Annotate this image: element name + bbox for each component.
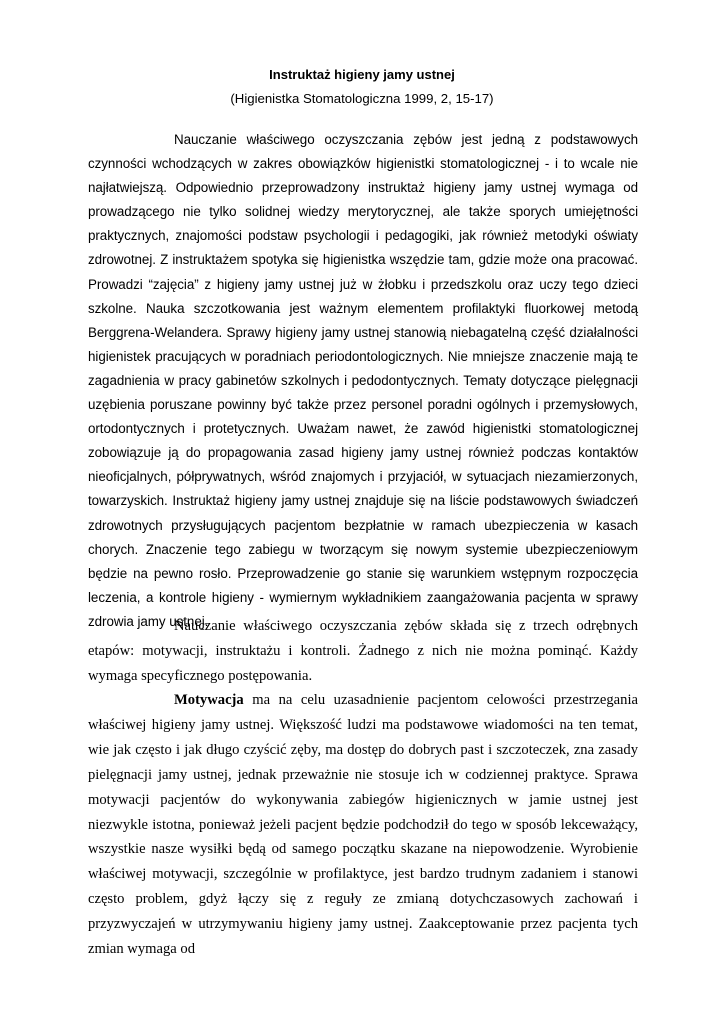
body-paragraph-2 [88, 614, 638, 689]
paragraph-text: Nauczanie właściwego oczyszczania zębów składa się z trzech odrębnych etapów: motywacji, instruktażu i kontroli. Żadnego z nich nie można pominąć. Każdy wymaga specyficznego postępowania. [88, 618, 638, 684]
body-paragraph-1 [88, 128, 638, 634]
document-title: Instruktaż higieny jamy ustnej [269, 67, 455, 82]
body-paragraph-3 [88, 688, 638, 962]
section-term-motivation: Motywacja [174, 692, 244, 708]
paragraph-text: Nauczanie właściwego oczyszczania zębów jest jedną z podstawowych czynności wchodzących w zakres obowiązków higienistki stomatologicznej - i to wcale nie najłatwiejszą. Odpowiednio przeprowadzony instruktaż higieny jamy ustnej wymaga od prowadzącego nie tylko solidnej wiedzy merytorycznej, ale także sporych umiejętności praktycznych, znajomości podstaw psychologii i pedagogiki, jak również metodyki oświaty zdrowotnej. Z instruktażem spotyka się higienistka wszędzie tam, gdzie może ona pracować. Prowadzi “zajęcia” z higieny jamy ustnej już w żłobku i przedszkolu oraz uczy tego dzieci szkolne. Nauka szczotkowania jest ważnym elementem profilaktyki fluorkowej metodą Berggrena-Welandera. Sprawy higieny jamy ustnej stanowią niebagatelną część działalności higienistek pracujących w poradniach periodontologicznych. Nie mniejsze znaczenie mają te zagadnienia w pracy gabinetów szkolnych i pedodontycznych. Tematy dotyczące pielęgnacji uzębienia poruszane powinny być także przez personel poradni ogólnych i przemysłowych, ortodontycznych i protetycznych. Uważam nawet, że zawód higienistki stomatologicznej zobowiązuje ją do propagowania zasad higieny jamy ustnej również podczas kontaktów nieoficjalnych, półprywatnych, wśród znajomych i przyjaciół, w sytuacjach niezamierzonych, towarzyskich. Instruktaż higieny jamy ustnej znajduje się na liście podstawowych świadczeń zdrowotnych przysługujących pacjentom bezpłatnie w ramach ubezpieczenia w kasach chorych. Znaczenie tego zabiegu w tworzącym się nowym systemie ubezpieczeniowym będzie na pewno rosło. Przeprowadzenie go stanie się warunkiem wstępnym rozpoczęcia leczenia, a kontrole higieny - wymiernym wykładnikiem zaangażowania pacjenta w sprawy zdrowia jamy ustnej. [88, 132, 638, 629]
document-subtitle: (Higienistka Stomatologiczna 1999, 2, 15-17) [230, 91, 494, 106]
paragraph-text: ma na celu uzasadnienie pacjentom celowości przestrzegania właściwej higieny jamy ustnej. Większość ludzi ma podstawowe wiadomości na ten temat, wie jak często i jak długo czyścić zęby, ma dostęp do dobrych past i szczoteczek, zna zasady pielęgnacji jamy ustnej, jednak przeważnie nie stosuje ich w codziennej praktyce. Sprawa motywacji pacjentów do wykonywania zabiegów higienicznych w jamie ustnej jest niezwykle istotna, ponieważ jeżeli pacjent będzie podchodził do tego w sposób lekceważący, wszystkie nasze wysiłki będą od samego początku skazane na niepowodzenie. Wyrobienie właściwej motywacji, szczególnie w profilaktyce, jest bardzo trudnym zadaniem i stanowi często problem, gdyż łączy się z reguły ze zmianą dotychczasowych zachowań i przyzwyczajeń w utrzymywaniu higieny jamy ustnej. Zaakceptowanie przez pacjenta tych zmian wymaga od [88, 692, 638, 958]
